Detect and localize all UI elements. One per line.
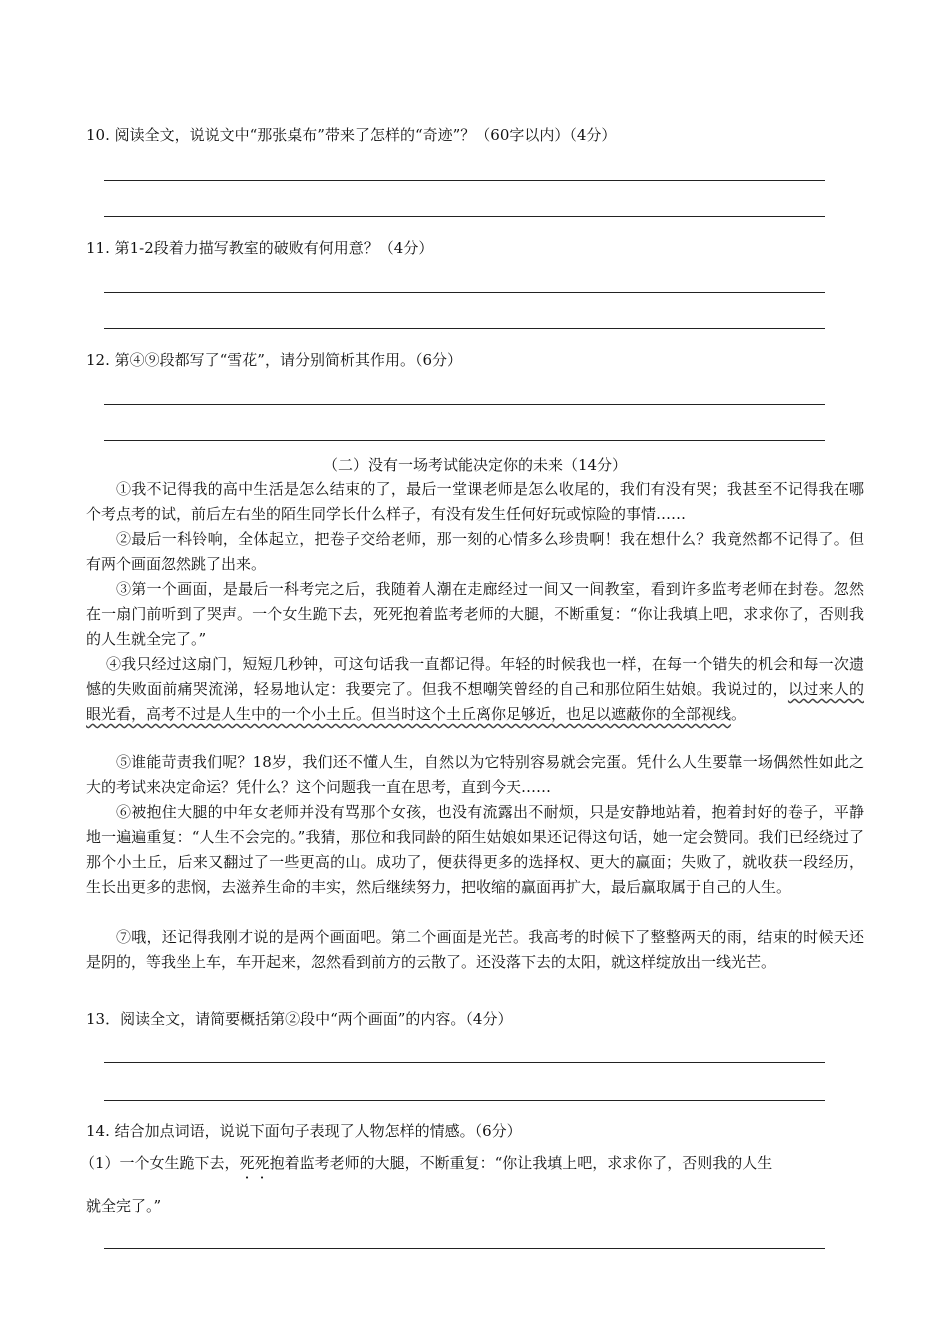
question-14: 14. 结合加点词语，说说下面句子表现了人物怎样的情感。（6分） [86, 1122, 522, 1140]
passage-title: （二）没有一场考试能决定你的未来（14分） [322, 456, 628, 474]
answer-line[interactable] [104, 440, 825, 441]
passage-paragraph-2: ②最后一科铃响，全体起立，把卷子交给老师，那一刻的心情多么珍贵啊！我在想什么？我竟然都不记得了。但有两个画面忽然跳了出来。 [86, 530, 864, 573]
passage-paragraph-1: ①我不记得我的高中生活是怎么结束的了，最后一堂课老师是怎么收尾的，我们有没有哭；我甚至不记得我在哪个考点考的试，前后左右坐的陌生同学长什么样子，有没有发生任何好玩或惊险的事情…… [86, 480, 864, 523]
sub-question-text: （1）一个女生跪下去， [80, 1154, 240, 1172]
sub-question-text: 抱着监考老师的大腿，不断重复：“你让我填上吧，求求你了，否则我的人生 [269, 1154, 773, 1172]
question-14-sub-1-cont: 就全完了。” [86, 1197, 162, 1215]
passage-paragraph-7: ⑦哦，还记得我刚才说的是两个画面吧。第二个画面是光芒。我高考的时候下了整整两天的雨，结束的时候天还是阴的，等我坐上车，车开起来，忽然看到前方的云散了。还没落下去的太阳，就这样绽放出一线光芒。 [86, 928, 864, 971]
paragraph-4-text: 我说过的， [711, 680, 788, 698]
question-11: 11. 第1-2段着力描写教室的破败有何用意？（4分） [86, 239, 434, 257]
paragraph-4-text: ④我只经过这扇门，短短几秒钟，可这句话我一直都记得。年轻的时候我也一样，在每一个错失的机会和每一次遗憾的失败面前痛哭流涕，轻易地认定：我要完了。但我不想嘲笑曾经的自己和那位陌生姑娘。 [86, 655, 864, 698]
answer-line[interactable] [104, 1100, 825, 1101]
answer-line[interactable] [104, 216, 825, 217]
wavy-underlined-sentence: 以过来人的眼光看，高考不过是人生中的一个小土丘。但当时这个土丘离你足够近，也足以遮蔽你的全部视线 [86, 680, 864, 723]
emphasis-dot-char: 死 [254, 1154, 270, 1172]
passage-paragraph-5: ⑤谁能苛责我们呢？18岁，我们还不懂人生，自然以为它特别容易就会完蛋。凭什么人生要靠一场偶然性如此之大的考试来决定命运？凭什么？这个问题我一直在思考，直到今天…… [86, 753, 864, 796]
question-10: 10. 阅读全文，说说文中“那张桌布”带来了怎样的“奇迹”？（60字以内）（4分） [86, 126, 617, 144]
passage-paragraph-6: ⑥被抱住大腿的中年女老师并没有骂那个女孩，也没有流露出不耐烦，只是安静地站着，抱着封好的卷子，平静地一遍遍重复：“人生不会完的。”我猜，那位和我同龄的陌生姑娘如果还记得这句话，她一定会赞同。我们已经绕过了那个小土丘，后来又翻过了一些更高的山。成功了，便获得更多的选择权、更大的赢面；失败了，就收获一段经历，生长出更多的悲悯，去滋养生命的丰实，然后继续努力，把收缩的赢面再扩大，最后赢取属于自己的人生。 [86, 803, 864, 896]
answer-line[interactable] [104, 180, 825, 181]
question-14-sub-1 [80, 1153, 772, 1173]
emphasis-dot-char: 死 [239, 1154, 255, 1172]
passage-paragraph-3: ③第一个画面，是最后一科考完之后，我随着人潮在走廊经过一间又一间教室，看到许多监考老师在封卷。忽然在一扇门前听到了哭声。一个女生跪下去，死死抱着监考老师的大腿，不断重复：“你让我填上吧，求求你了，否则我的人生就全完了。” [86, 580, 864, 648]
question-12: 12. 第④⑨段都写了“雪花”，请分别简析其作用。（6分） [86, 351, 463, 369]
answer-line[interactable] [104, 1062, 825, 1063]
answer-line[interactable] [104, 404, 825, 405]
question-13: 13．阅读全文，请简要概括第②段中“两个画面”的内容。（4分） [86, 1010, 513, 1028]
paragraph-4-text: 。 [731, 705, 747, 723]
passage-paragraph-4 [86, 652, 864, 727]
answer-line[interactable] [104, 1248, 825, 1249]
answer-line[interactable] [104, 328, 825, 329]
answer-line[interactable] [104, 292, 825, 293]
